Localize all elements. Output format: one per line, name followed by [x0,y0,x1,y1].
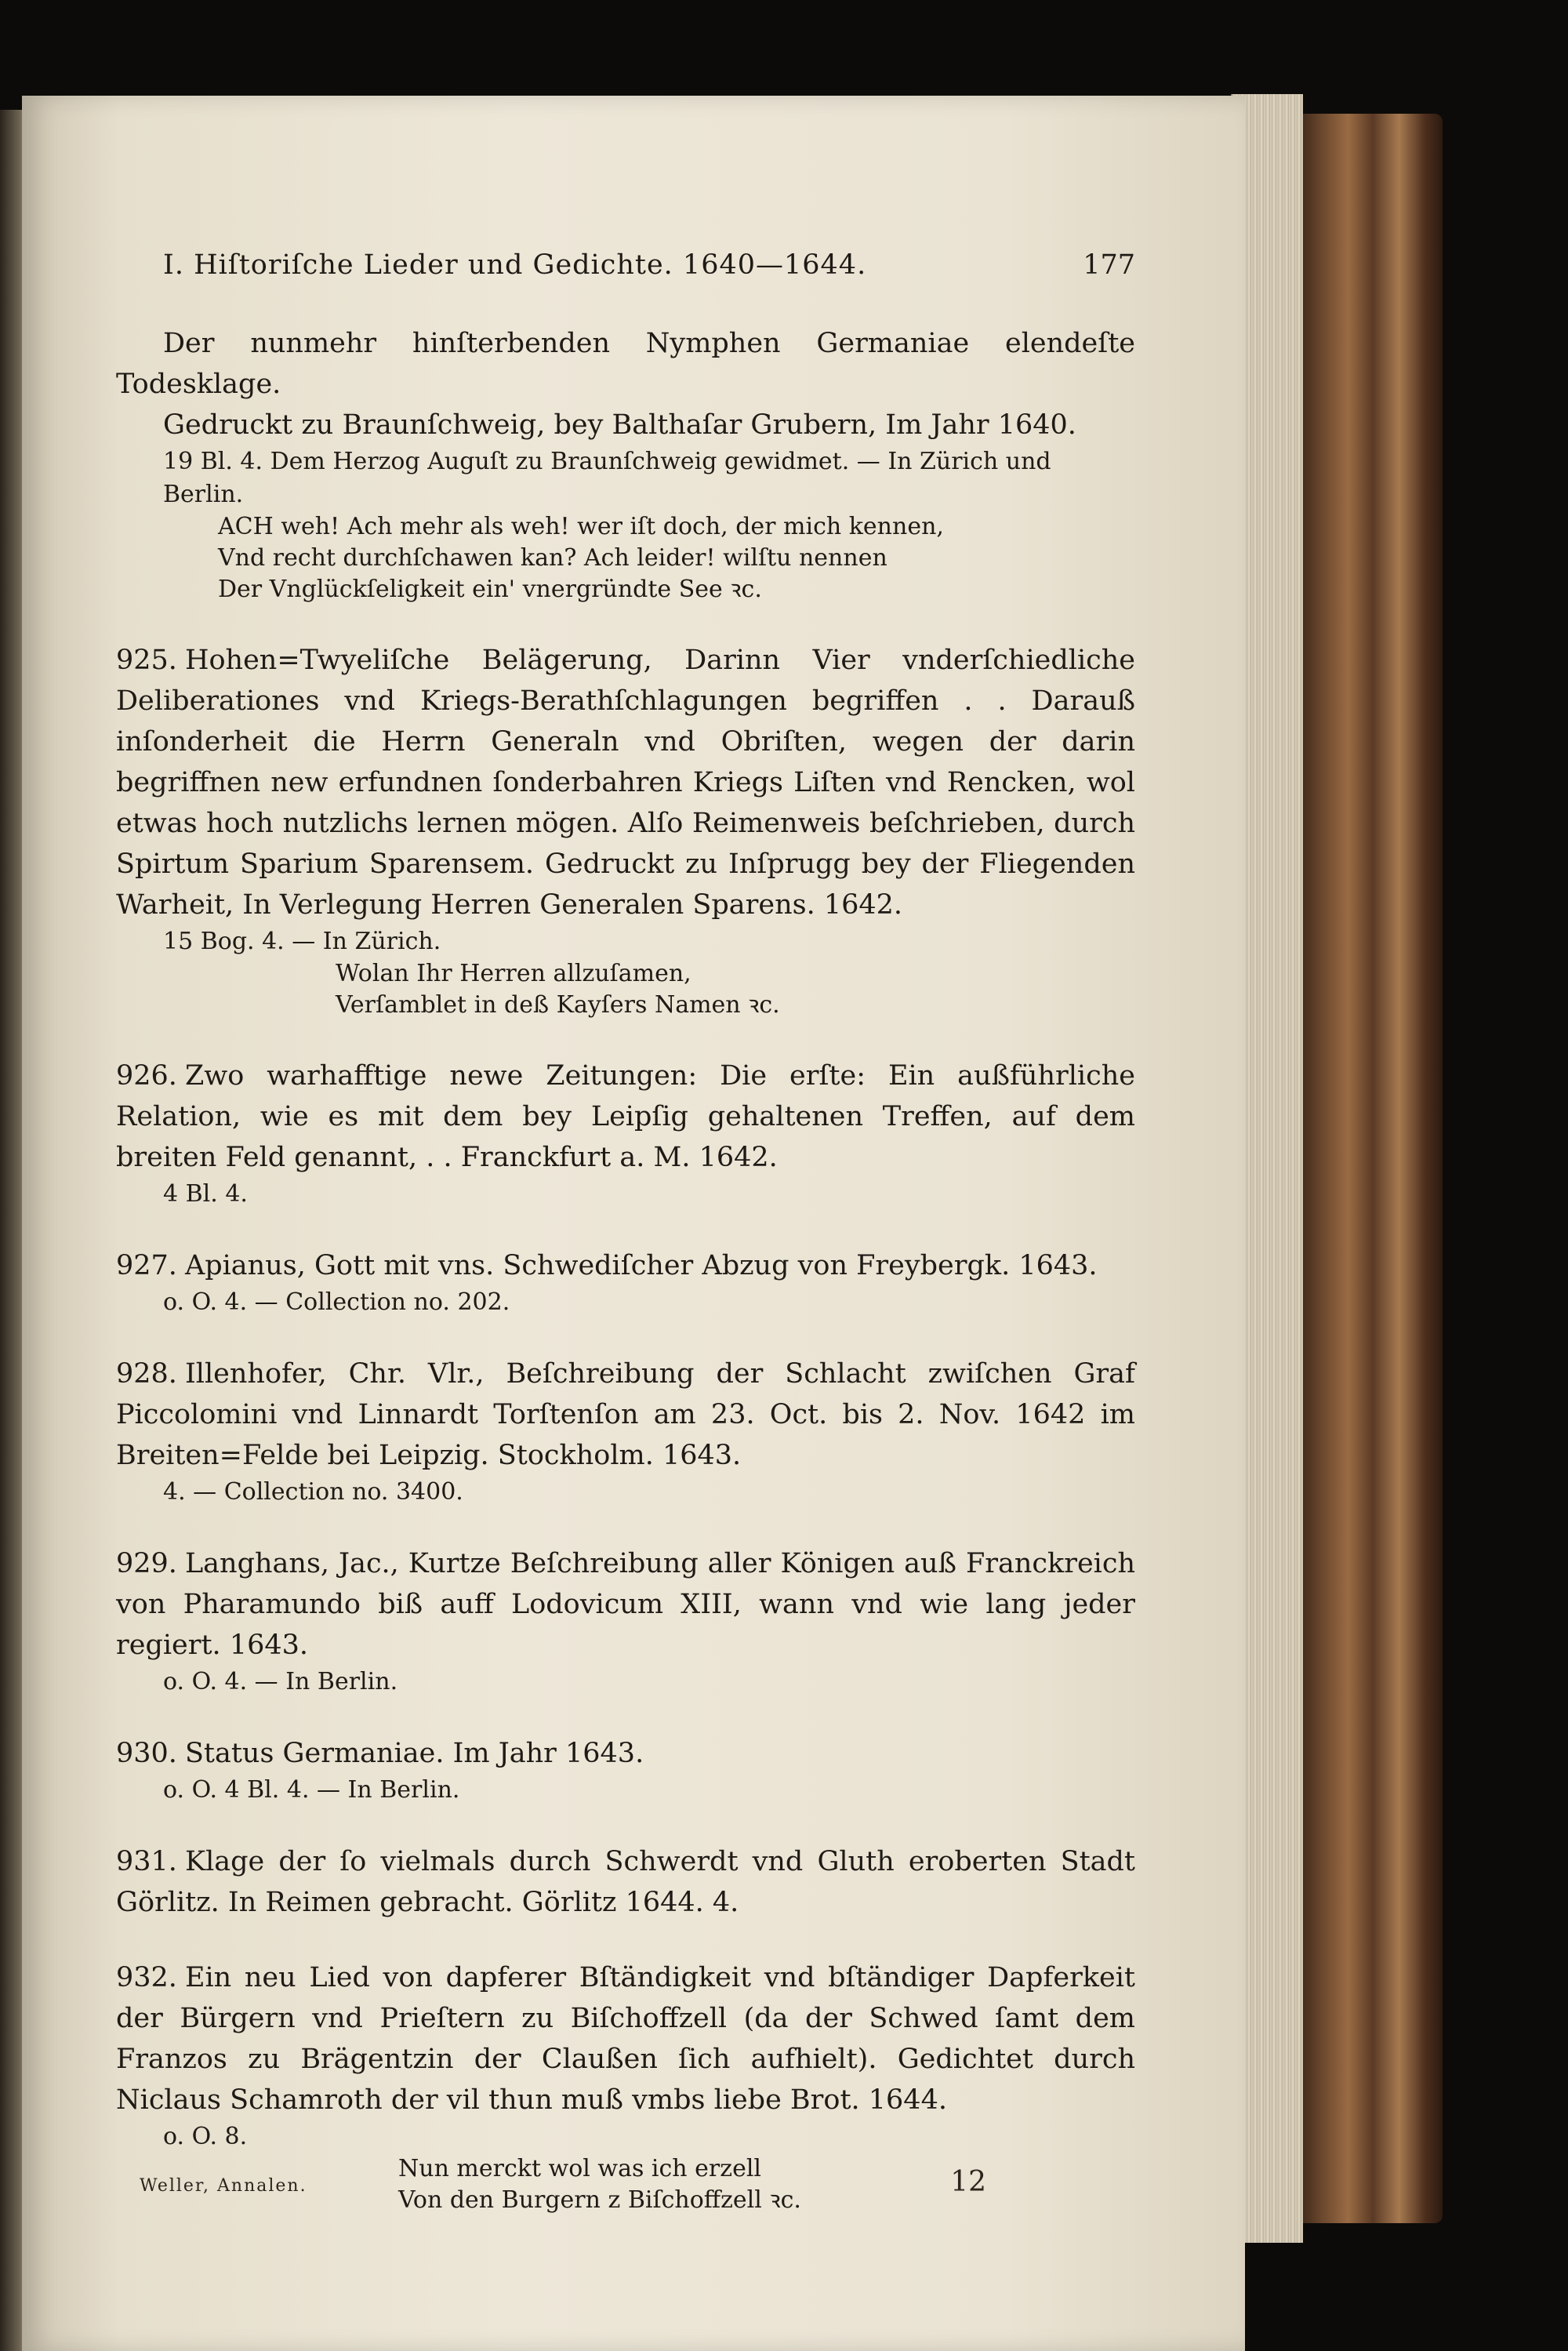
page-number: 177 [1083,249,1135,281]
intro-line: Der nunmehr hinſterbenden Nymphen Germaniae elendeſte Todesklage. [116,328,1135,400]
entry-926 [116,1056,1135,1211]
page-content [116,245,1135,2251]
entry-body: Status Germaniae. Im Jahr 1643. [184,1738,644,1769]
entry-number: 931. [116,1846,177,1877]
entry-note: o. O. 8. [163,2123,248,2150]
verse-line: Vnd recht durchſchawen kan? Ach leider! wilſtu nennen [218,544,887,572]
intro-entry [116,323,1135,605]
entry-body: Klage der ſo vielmals durch Schwerdt vnd Gluth eroberten Stadt Görlitz. In Reimen gebracht. Görlitz 1644. 4. [116,1846,1135,1918]
entry-925 [116,640,1135,1021]
intro-note: 19 Bl. 4. Dem Herzog Auguſt zu Braunſchweig gewidmet. — In Zürich und Berlin. [163,448,1051,508]
entry-text [116,1957,1135,2120]
sheet-signature: 12 [950,2166,986,2198]
running-head [163,245,1135,285]
entry-number: 926. [116,1060,177,1092]
running-head-title: I. Hiſtoriſche Lieder und Gedichte. 1640—1644. [163,249,867,281]
entry-number: 928. [116,1358,177,1390]
book-page [22,96,1245,2351]
entry-928 [116,1354,1135,1509]
verse-line: Nun merckt wol was ich erzell [398,2155,762,2182]
entry-body: Langhans, Jac., Kurtze Beſchreibung aller Königen auß Franckreich von Pharamundo biß auff Lodovicum XIII, wann vnd wie lang jeder regiert. 1643. [116,1548,1135,1661]
entry-note: 4 Bl. 4. [163,1180,248,1208]
entry-note: o. O. 4. — Collection no. 202. [163,1288,510,1316]
entry-body: Illenhofer, Chr. Vlr., Beſchreibung der Schlacht zwiſchen Graf Piccolomini vnd Linnardt Torſtenſon am 23. Oct. bis 2. Nov. 1642 im Breiten=Felde bei Leipzig. Stockholm. 1643. [116,1358,1135,1471]
entry-text [116,1056,1135,1178]
entry-number: 930. [116,1738,177,1769]
entry-number: 925. [116,645,177,676]
entry-text [116,1543,1135,1666]
entry-929 [116,1543,1135,1699]
entry-931 [116,1841,1135,1923]
entry-text [116,1841,1135,1923]
entry-note: 15 Bog. 4. — In Zürich. [163,928,441,955]
entry-text [116,1354,1135,1476]
book-cover-edge [1298,114,1443,2223]
entry-note: 4. — Collection no. 3400. [163,1478,463,1506]
verse-line: Der Vnglückſeligkeit ein' vnergründte See ꝛc. [218,576,762,603]
page-footer [140,2166,1002,2198]
entry-number: 929. [116,1548,177,1579]
entry-body: Hohen=Twyeliſche Belägerung, Darinn Vier vnderſchiedliche Deliberationes vnd Kriegs-Berathſchlagungen begriffen . . Darauß inſonderheit die Herrn Generaln vnd Obriſten, wegen der darin begriffnen new erfundnen ſonderbahren Kriegs Liſten vnd Rencken, wol etwas hoch nutzlichs lernen mögen. Alſo Reimenweis beſchrieben, durch Spirtum Sparium Sparensem. Gedruckt zu Inſprugg bey der Fliegenden Warheit, In Verlegung Herren Generalen Sparens. 1642. [116,645,1135,921]
entry-number: 932. [116,1962,177,1993]
entry-body: Apianus, Gott mit vns. Schwediſcher Abzug von Freybergk. 1643. [184,1250,1098,1281]
entry-text [116,640,1135,925]
entry-note: o. O. 4 Bl. 4. — In Berlin. [163,1776,460,1804]
entry-text [116,1733,1135,1774]
entry-927 [116,1245,1135,1319]
verse-line: ACH weh! Ach mehr als weh! wer iſt doch, der mich kennen, [218,513,944,540]
entry-text [116,1245,1135,1286]
verse-line: Wolan Ihr Herren allzuſamen, [336,960,691,987]
entry-body: Ein neu Lied von dapferer Bſtändigkeit vnd bſtändiger Dapferkeit der Bürgern vnd Prieſtern zu Biſchoffzell (da der Schwed ſamt dem Franzos zu Brägentzin der Claußen ſich aufhielt). Gedichtet durch Niclaus Schamroth der vil thun muß vmbs liebe Brot. 1644. [116,1962,1135,2116]
footer-signature: Weller, Annalen. [140,2176,307,2196]
entry-note: o. O. 4. — In Berlin. [163,1668,398,1695]
verse-line: Von den Burgern z Biſchoffzell ꝛc. [398,2186,801,2214]
entry-body: Zwo warhafftige newe Zeitungen: Die erſte: Ein außführliche Relation, wie es mit dem bey Leipſig gehaltenen Treffen, auf dem breiten Feld genannt, . . Franckfurt a. M. 1642. [116,1060,1135,1173]
intro-line: Gedruckt zu Braunſchweig, bey Balthaſar Grubern, Im Jahr 1640. [163,409,1076,441]
entry-930 [116,1733,1135,1807]
entry-number: 927. [116,1250,177,1281]
verse-line: Verſamblet in deß Kayſers Namen ꝛc. [336,991,780,1019]
